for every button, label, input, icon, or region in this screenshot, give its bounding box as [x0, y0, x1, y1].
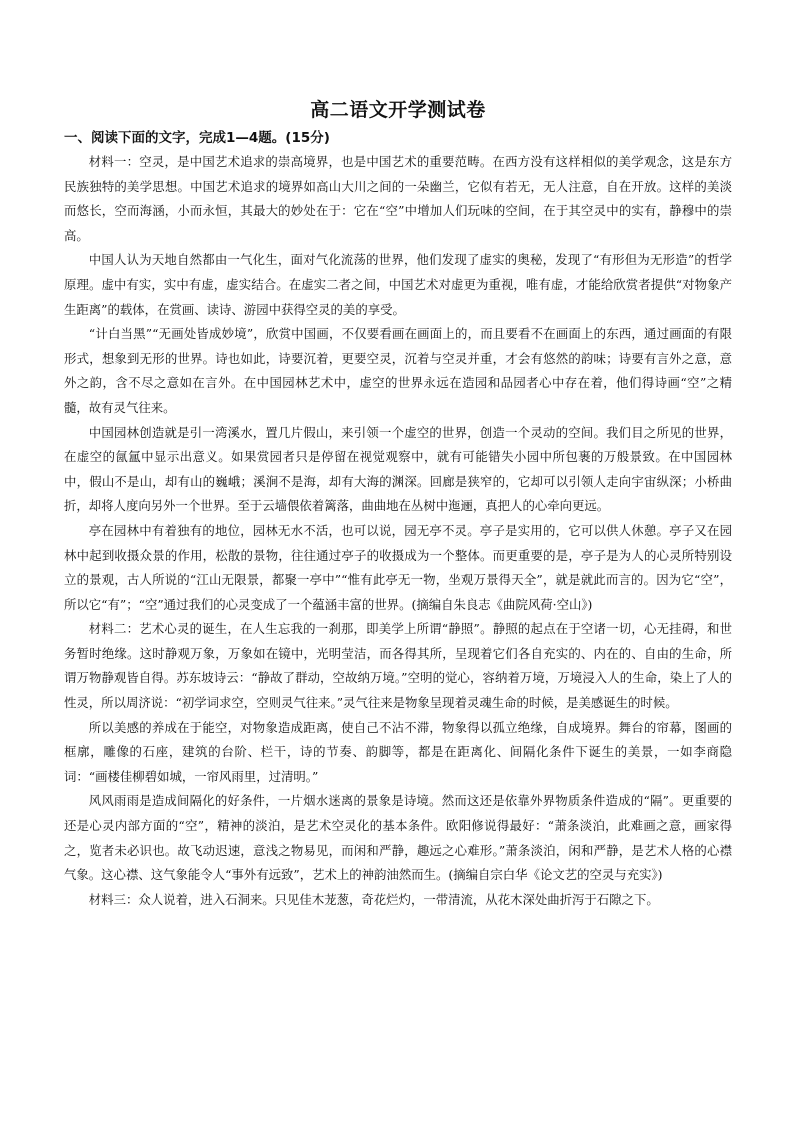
paragraph-painting-poetry: “计白当黑”“无画处皆成妙境”，欣赏中国画，不仅要看画在画面上的，而且要看不在画面上的东西，通过画面的有限形式，想象到无形的世界。诗也如此，诗要沉着，更要空灵，沉着与空灵并重，才会有悠然的韵味；诗要有言外之意，意外之韵，含不尽之意如在言外。在中国园林艺术中，虚空的世界永远在造园和品园者心中存在着，他们得诗画“空”之精髓，故有灵气往来。	[64, 326, 732, 415]
paragraph-material-2: 材料二：艺术心灵的诞生，在人生忘我的一刹那，即美学上所谓“静照”。静照的起点在于空诸一切，心无挂碍，和世务暂时绝缘。这时静观万象，万象如在镜中，光明莹洁，而各得其所，呈现着它们各自充实的、内在的、自由的生命，所谓万物静观皆自得。苏东坡诗云：“静故了群动，空故纳万境。”空明的觉心，容纳着万境，万境浸入人的生命，染上了人的性灵，所以周济说：“初学词求空，空则灵气往来。”灵气往来是物象呈现着灵魂生命的时候，是美感诞生的时候。	[64, 621, 732, 711]
section-heading: 一、阅读下面的文字，完成1—4题。(15分)	[64, 130, 330, 146]
exam-title: 高二语文开学测试卷	[310, 99, 486, 121]
paragraph-wind-rain: 风风雨雨是造成间隔化的好条件，一片烟水迷离的景象是诗境。然而这还是依靠外界物质条件造成的“隔”。更重要的还是心灵内部方面的“空”，精神的淡泊，是艺术空灵化的基本条件。欧阳修说得最好：“萧条淡泊，此难画之意，画家得之，览者未必识也。故飞动迟速，意浅之物易见，而闲和严静，趣远之心难形。”萧条淡泊，闲和严静，是艺术人格的心襟气象。这心襟、这气象能令人“事外有远致”，艺术上的神韵油然而生。(摘编自宗白华《论文艺的空灵与充实》)	[64, 793, 732, 883]
paragraph-garden-creation: 中国园林创造就是引一湾溪水，置几片假山，来引领一个虚空的世界，创造一个灵动的空间。我们目之所见的世界，在虚空的氤氲中显示出意义。如果赏园者只是停留在视觉观察中，就有可能错失小园中所包裹的万般景致。在中国园林中，假山不是山，却有山的巍峨；溪涧不是海，却有大海的渊深。回廊是狭窄的，它却可以引领人走向宇宙纵深；小桥曲折，却将人度向另外一个世界。至于云墙偎依着篱落，曲曲地在丛树中迤逦，真把人的心牵向更远。	[64, 424, 732, 514]
paragraph-aesthetic-distance: 所以美感的养成在于能空，对物象造成距离，使自己不沾不滞，物象得以孤立绝缘，自成境界。舞台的帘幕，图画的框廓，雕像的石座，建筑的台阶、栏干，诗的节奏、韵脚等，都是在距离化、间隔化条件下诞生的美景，一如李商隐词：“画楼佳柳碧如城，一帘风雨里，过清明。”	[64, 719, 732, 784]
paragraph-material-1: 材料一：空灵，是中国艺术追求的崇高境界，也是中国艺术的重要范畴。在西方没有这样相似的美学观念，这是东方民族独特的美学思想。中国艺术追求的境界如高山大川之间的一朵幽兰，它似有若无，无人注意，自在开放。这样的美淡而悠长，空而海涵，小而永恒，其最大的妙处在于：它在“空”中增加人们玩味的空间，在于其空灵中的实有，静穆中的崇高。	[64, 154, 732, 243]
paragraph-material-3: 材料三：众人说着，进入石洞来。只见佳木茏葱，奇花烂灼，一带清流，从花木深处曲折泻于石隙之下。	[88, 891, 659, 907]
paragraph-pavilion: 亭在园林中有着独有的地位，园林无水不活，也可以说，园无亭不灵。亭子是实用的，它可以供人休憩。亭子又在园林中起到收摄众景的作用，松散的景物，往往通过亭子的收摄成为一个整体。而更重要的是，亭子是为人的心灵所特别设立的景观，古人所说的“江山无限景，都聚一亭中”“惟有此亭无一物，坐观万景得天全”，就是就此而言的。因为它“空”，所以它“有”；“空”通过我们的心灵变成了一个蕴涵丰富的世界。(摘编自朱良志《曲院风荷·空山》)	[64, 522, 732, 612]
paragraph-void-and-solid: 中国人认为天地自然都由一气化生，面对气化流荡的世界，他们发现了虚实的奥秘，发现了“有形但为无形造”的哲学原理。虚中有实，实中有虚，虚实结合。在虚实二者之间，中国艺术对虚更为重视，唯有虚，才能给欣赏者提供“对物象产生距离”的载体，在赏画、读诗、游园中获得空灵的美的享受。	[64, 252, 732, 317]
